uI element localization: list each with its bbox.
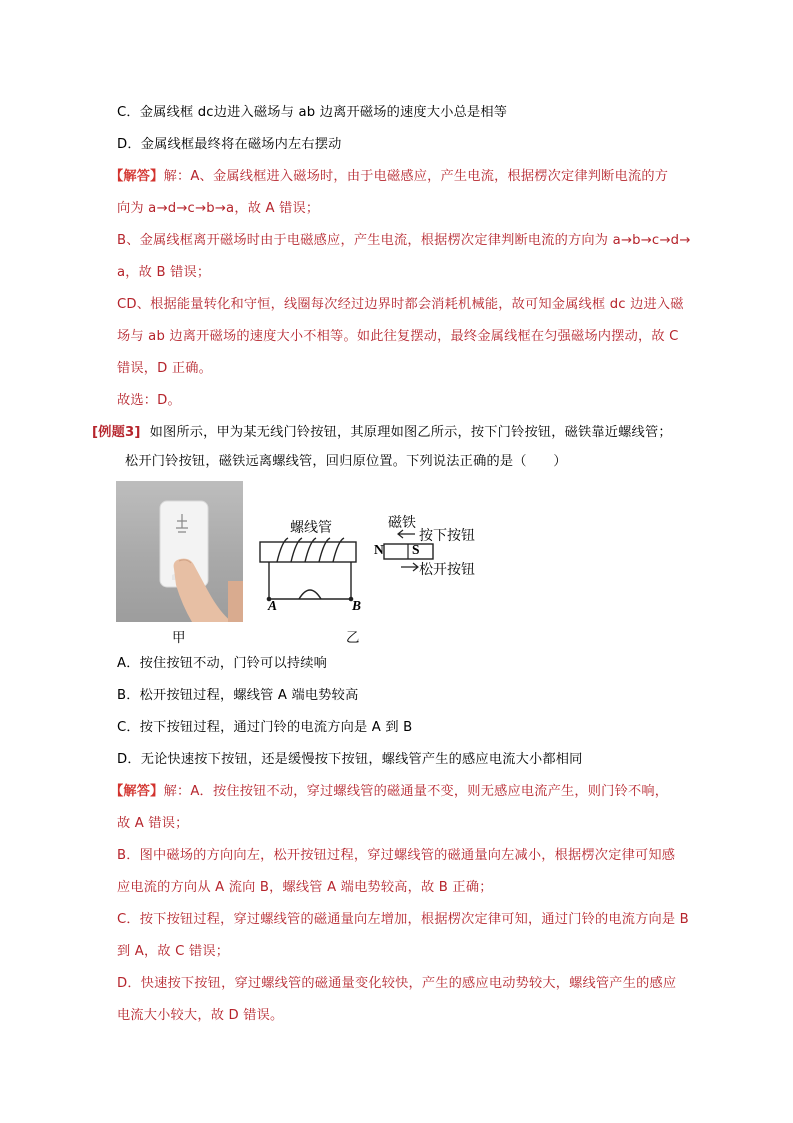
magnet-n-pole: N (374, 542, 384, 557)
answer-block-2-line-8: 电流大小较大，故 D 错误。 (117, 1008, 284, 1023)
answer-block-2-line-3: B．图中磁场的方向向左，松开按钮过程，穿过螺线管的磁通量向左减小，根据楞次定律可知感 (117, 848, 676, 863)
option-b: B．松开按钮过程，螺线管 A 端电势较高 (117, 688, 359, 703)
circuit-wire (269, 562, 351, 599)
answer-block-2-line-6: 到 A，故 C 错误； (117, 944, 230, 959)
magnet-label: 磁铁 (388, 515, 416, 531)
answer-block-2-line-5: C．按下按钮过程，穿过螺线管的磁通量向左增加，根据楞次定律可知，通过门铃的电流方向是 B (117, 912, 689, 927)
answer-block-2-line-2: 故 A 错误； (117, 816, 189, 831)
answer-block-1-line-3: B、金属线框离开磁场时由于电磁感应，产生电流，根据楞次定律判断电流的方向为 a→b→c→d→ (117, 233, 691, 248)
answer-block-1-line-8: 故选：D。 (117, 393, 181, 408)
release-button-label: 松开按钮 (419, 562, 475, 578)
answer-block-1-line-2: 向为 a→d→c→b→a，故 A 错误； (117, 201, 320, 216)
doorbell-photo (116, 481, 243, 622)
answer-block-1-line-7: 错误，D 正确。 (117, 361, 213, 376)
figure-caption-yi: 乙 (346, 630, 360, 646)
answer-block-1-line-5: CD、根据能量转化和守恒，线圈每次经过边界时都会消耗机械能，故可知金属线框 dc 边进入磁 (117, 297, 684, 312)
option-d-previous: D．金属线框最终将在磁场内左右摆动 (117, 137, 342, 152)
solenoid-label: 螺线管 (290, 520, 332, 536)
option-c-previous: C．金属线框 dc边进入磁场与 ab 边离开磁场的速度大小总是相等 (117, 105, 508, 120)
option-d: D．无论快速按下按钮，还是缓慢按下按钮，螺线管产生的感应电流大小都相同 (117, 752, 583, 767)
answer-block-1-line-4: a，故 B 错误； (117, 265, 211, 280)
magnet-s-pole: S (412, 542, 420, 557)
option-c: C．按下按钮过程，通过门铃的电流方向是 A 到 B (117, 720, 413, 735)
terminal-a-label: A (268, 598, 278, 613)
doorbell-photo-drawing (116, 481, 243, 622)
answer-text: 解：A．按住按钮不动，穿过螺线管的磁通量不变，则无感应电流产生，则门铃不响， (163, 784, 669, 799)
doorbell-symbol (299, 590, 321, 599)
answer-tag: 【解答】 (110, 169, 164, 184)
answer-block-1-line-1 (110, 168, 668, 186)
answer-tag: 【解答】 (110, 784, 164, 799)
answer-block-2-line-4: 应电流的方向从 A 流向 B，螺线管 A 端电势较高，故 B 正确； (117, 880, 493, 895)
question-text: 如图所示，甲为某无线门铃按钮，其原理如图乙所示，按下门铃按钮，磁铁靠近螺线管； (149, 425, 672, 440)
terminal-b-label: B (352, 598, 362, 613)
option-a: A．按住按钮不动，门铃可以持续响 (117, 656, 328, 671)
figure-caption-jia: 甲 (172, 630, 186, 646)
press-button-label: 按下按钮 (419, 528, 475, 544)
answer-block-2-line-1 (110, 783, 668, 801)
answer-block-2-line-7: D．快速按下按钮，穿过螺线管的磁通量变化较快，产生的感应电动势较大，螺线管产生的感应 (117, 976, 677, 991)
example-3-question-line-1 (92, 424, 672, 442)
example-3-question-line-2: 松开门铃按钮，磁铁远离螺线管，回归原位置。下列说法正确的是（ ） (125, 454, 567, 469)
answer-block-1-line-6: 场与 ab 边离开磁场的速度大小不相等。如此往复摆动，最终金属线框在匀强磁场内摆动，故 C (117, 329, 679, 344)
answer-text: 解：A、金属线框进入磁场时，由于电磁感应，产生电流，根据楞次定律判断电流的方 (163, 169, 669, 184)
example-tag: [例题3] (92, 425, 141, 440)
release-arrow (401, 563, 418, 571)
